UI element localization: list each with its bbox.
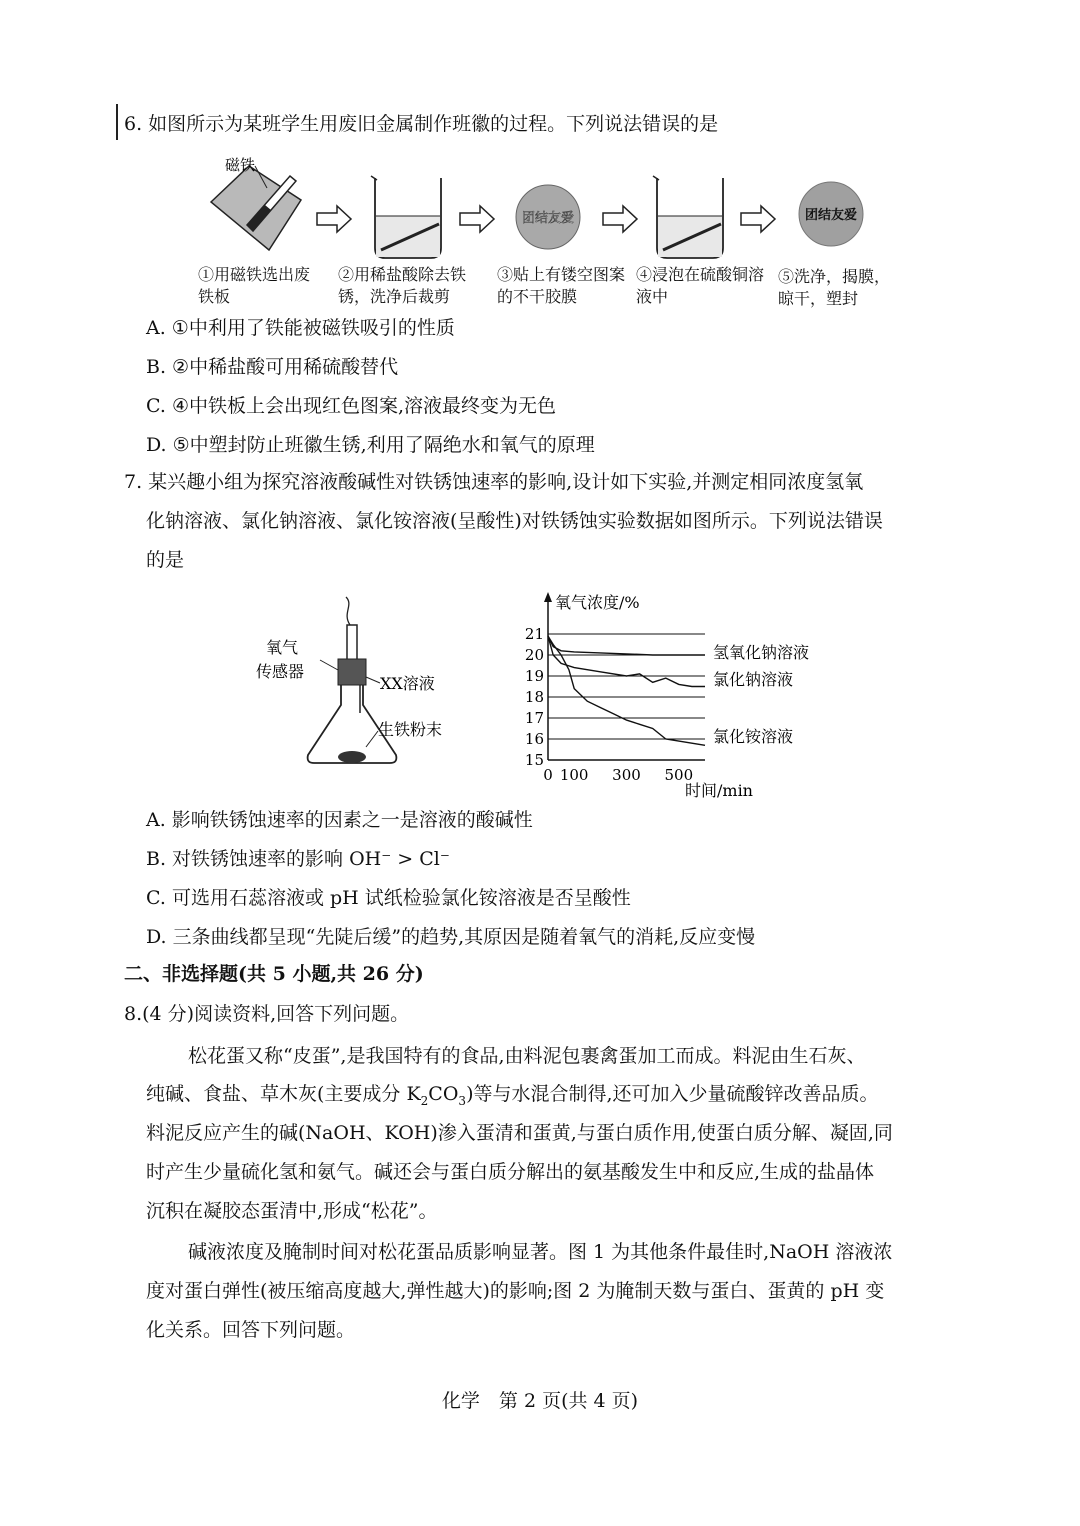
q6-step-caption: ①用磁铁选出废铁板 <box>198 265 311 306</box>
text-run: )等与水混合制得,还可加入少量硫酸锌改善品质。 <box>466 1083 879 1105</box>
iron-plate-with-magnet <box>211 156 301 250</box>
q6-stem: 6. 如图所示为某班学生用废旧金属制作班徽的过程。下列说法错误的是 <box>124 113 719 135</box>
q6-option-c[interactable]: C. ④中铁板上会出现红色图案,溶液最终变为无色 <box>146 395 557 417</box>
iron-powder <box>338 751 366 763</box>
q8-stem: 8.(4 分)阅读资料,回答下列问题。 <box>124 1003 410 1025</box>
q8-para1-line: 时产生少量硫化氢和氨气。碱还会与蛋白质分解出的氨基酸发生中和反应,生成的盐晶体 <box>146 1161 875 1183</box>
series-line-3 <box>548 636 705 745</box>
q6-step-caption: ④浸泡在硫酸铜溶液中 <box>636 265 765 306</box>
beaker-copper-sulfate <box>653 176 723 258</box>
x-tick-label: 500 <box>664 766 694 784</box>
q8-para2-line: 碱液浓度及腌制时间对松花蛋品质影响显著。图 1 为其他条件最佳时,NaOH 溶液浓 <box>188 1241 893 1263</box>
arrow-right-icon <box>460 206 494 232</box>
q7-option-b[interactable]: B. 对铁锈蚀速率的影响 OH⁻ > Cl⁻ <box>146 848 450 870</box>
x-tick-label: 100 <box>559 766 589 784</box>
powder-label: 生铁粉末 <box>378 720 443 739</box>
q7-oxygen-chart <box>515 588 845 806</box>
magnet-label: 磁铁 <box>225 156 256 174</box>
x-tick-label: 0 <box>543 766 553 784</box>
q6-step-caption: ②用稀盐酸除去铁锈，洗净后裁剪 <box>338 265 467 306</box>
y-tick-label: 17 <box>524 709 544 727</box>
q7-option-d[interactable]: D. 三条曲线都呈现“先陡后缓”的趋势,其原因是随着氧气的消耗,反应变慢 <box>146 926 756 948</box>
arrow-right-icon <box>317 206 351 232</box>
q7-stem-line: 的是 <box>146 549 185 571</box>
y-tick-label: 21 <box>524 625 544 643</box>
formula-co: CO <box>428 1083 459 1105</box>
page-footer: 化学 第 2 页(共 4 页) <box>441 1390 639 1412</box>
y-axis-arrow-icon <box>544 592 552 602</box>
q7-option-c[interactable]: C. 可选用石蕊溶液或 pH 试纸检验氯化铵溶液是否呈酸性 <box>146 887 631 909</box>
arrow-right-icon <box>603 206 637 232</box>
q8-para1-line: 料泥反应产生的碱(NaOH、KOH)渗入蛋清和蛋黄,与蛋白质作用,使蛋白质分解、凝固,同 <box>146 1122 893 1144</box>
q8-para2-line: 度对蛋白弹性(被压缩高度越大,弹性越大)的影响;图 2 为腌制天数与蛋白、蛋黄的 pH 变 <box>146 1280 885 1302</box>
q6-step-caption: ⑤洗净，揭膜，晾干，塑封 <box>778 267 891 308</box>
y-tick-label: 19 <box>524 667 544 685</box>
series-label: 氯化钠溶液 <box>713 670 794 689</box>
q6-process-figure <box>195 150 915 270</box>
text-run: 纯碱、食盐、草木灰(主要成分 <box>146 1083 407 1105</box>
x-axis-label: 时间/min <box>685 781 753 800</box>
formula-sub: 2 <box>420 1093 429 1108</box>
arrow-right-icon <box>741 206 775 232</box>
badge-stencil-text: 团结友爱 <box>521 211 575 226</box>
y-axis-label: 氧气浓度/% <box>555 593 640 612</box>
q7-stem-line: 7. 某兴趣小组为探究溶液酸碱性对铁锈蚀速率的影响,设计如下实验,并测定相同浓度氢氧 <box>124 471 864 493</box>
sensor-label: 传感器 <box>256 662 305 681</box>
x-tick-label: 300 <box>612 766 641 784</box>
q7-stem-line: 化钠溶液、氯化钠溶液、氯化铵溶液(呈酸性)对铁锈蚀实验数据如图所示。下列说法错误 <box>146 510 883 532</box>
sensor-label: 氧气 <box>266 638 299 657</box>
q6-step-caption: ③贴上有镂空图案的不干胶膜 <box>497 265 626 306</box>
series-line-1 <box>548 636 705 655</box>
badge-text: 团结友爱 <box>804 208 858 223</box>
formula-sub: 3 <box>458 1093 467 1108</box>
margin-bar <box>116 104 118 140</box>
series-label: 氢氧化钠溶液 <box>713 643 810 662</box>
y-tick-label: 16 <box>524 730 544 748</box>
stopper <box>338 659 366 685</box>
q6-option-a[interactable]: A. ①中利用了铁能被磁铁吸引的性质 <box>146 317 455 339</box>
finished-badge <box>799 182 863 246</box>
q8-para1-line <box>146 1082 879 1113</box>
q7-apparatus-figure <box>250 595 480 775</box>
y-tick-label: 15 <box>524 751 544 769</box>
formula-k: K <box>406 1083 421 1105</box>
plate-with-stencil-film <box>516 185 580 249</box>
q6-option-b[interactable]: B. ②中稀盐酸可用稀硫酸替代 <box>146 356 399 378</box>
q7-option-a[interactable]: A. 影响铁锈蚀速率的因素之一是溶液的酸碱性 <box>146 809 533 831</box>
series-label: 氯化铵溶液 <box>713 727 794 746</box>
q8-para1-line: 松花蛋又称“皮蛋”,是我国特有的食品,由料泥包裹禽蛋加工而成。料泥由生石灰、 <box>188 1045 866 1067</box>
section-heading: 二、非选择题(共 5 小题,共 26 分) <box>124 963 424 985</box>
q8-para1-line: 沉积在凝胶态蛋清中,形成“松花”。 <box>146 1200 438 1222</box>
beaker-hydrochloric-acid <box>371 176 441 258</box>
q6-option-d[interactable]: D. ⑤中塑封防止班徽生锈,利用了隔绝水和氧气的原理 <box>146 434 595 456</box>
y-tick-label: 18 <box>524 688 544 706</box>
y-tick-label: 20 <box>524 646 544 664</box>
solution-label: XX溶液 <box>380 674 435 693</box>
q8-para2-line: 化关系。回答下列问题。 <box>146 1319 356 1341</box>
